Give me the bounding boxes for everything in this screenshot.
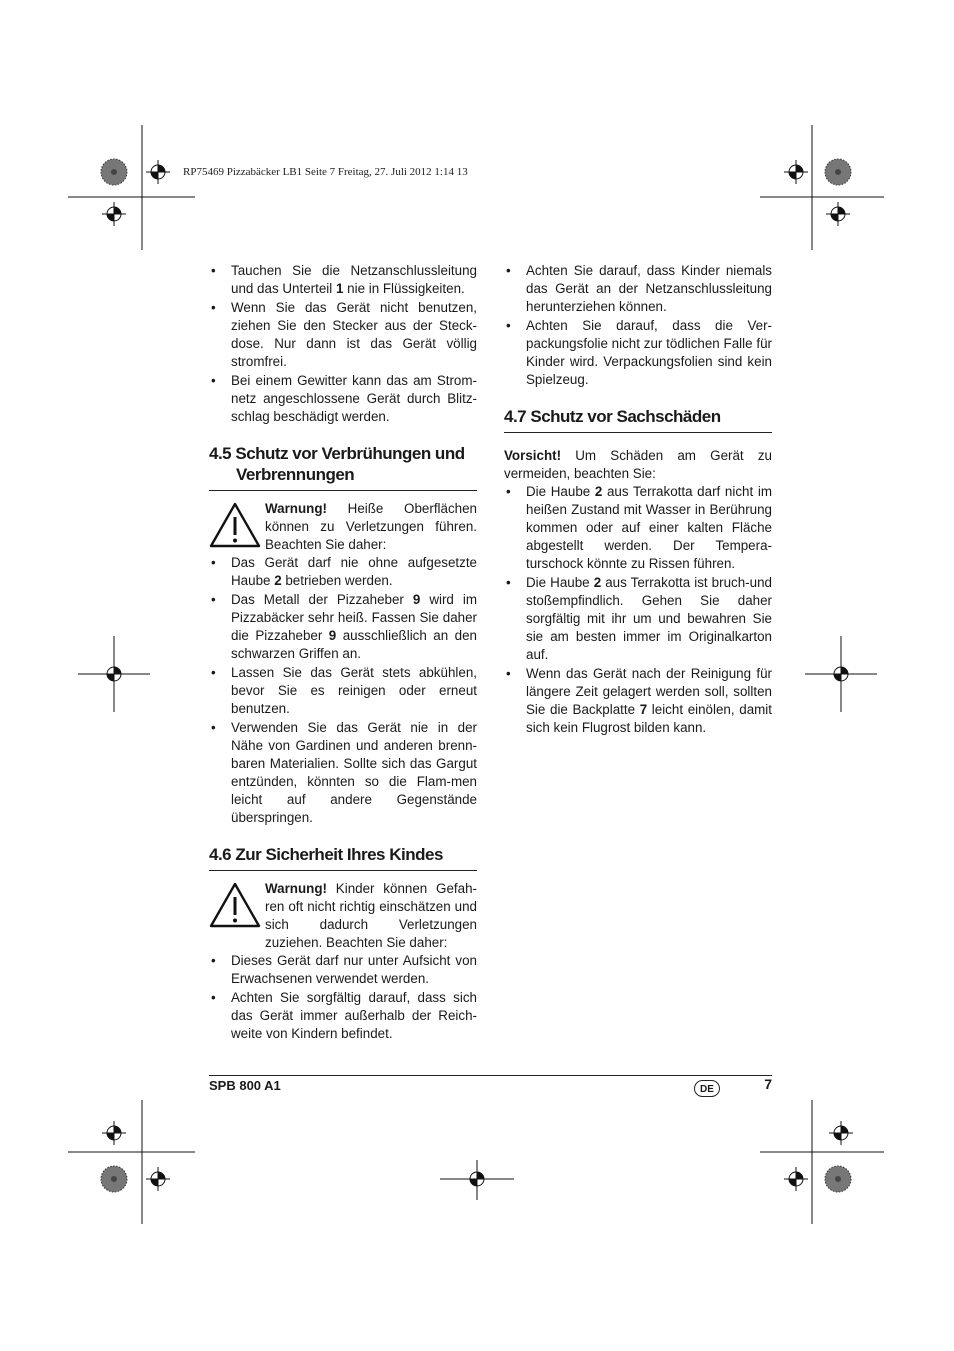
- warning-block-children: [209, 880, 477, 952]
- bullet-text: Das Metall der Pizzaheber: [231, 592, 413, 607]
- part-number: 1: [335, 281, 344, 296]
- part-number: 2: [593, 575, 602, 590]
- caution-note: [504, 447, 772, 483]
- page-number: 7: [764, 1076, 772, 1092]
- left-column: [209, 262, 477, 1044]
- footer-rule: [209, 1075, 772, 1076]
- bullet-text: Bei einem Gewitter kann das am Strom-netz angeschlossene Gerät durch Blitz-schlag beschädigt werden.: [231, 373, 477, 424]
- bullet-text: Wenn das Gerät nach der Reinigung für längere Zeit gelagert werden soll, sollten Sie die Backplatte: [526, 666, 772, 717]
- bullet-text: aus Terrakotta darf nicht im heißen Zustand mit Wasser in Berührung kommen oder auf einer kalten Fläche abgestellt werden. Der Tempera-turschock könnte zu Rissen führen.: [526, 484, 772, 571]
- bullet-text: nie in Flüssigkeiten.: [343, 281, 465, 296]
- part-number: 9: [412, 592, 421, 607]
- section-title-4-5-line1: 4.5 Schutz vor Verbrühungen und: [209, 444, 465, 463]
- intro-bullet-list-left: [209, 262, 477, 426]
- bullet-item: [209, 719, 477, 827]
- bullet-item: [209, 952, 477, 988]
- part-number: 2: [274, 573, 282, 588]
- warning-text-burns: [265, 500, 477, 554]
- bullet-item: [504, 665, 772, 737]
- bullet-text: wird im Pizzabäcker sehr heiß. Fassen Sie daher die Pizzaheber: [231, 592, 478, 643]
- bullet-text: leicht einölen, damit sich kein Flugrost bilden kann.: [526, 702, 772, 735]
- bullet-text: Das Gerät darf nie ohne aufgesetzte Haube: [231, 555, 477, 588]
- bullet-text: betrieben werden.: [281, 573, 393, 588]
- bullet-item: [209, 591, 477, 663]
- bullet-text: Verwenden Sie das Gerät nie in der Nähe von Gardinen und anderen brenn-baren Materialien. Sollte sich das Gargut entzünden, könnten so die Flam-men leicht auf andere Gegenstände überspringen.: [231, 720, 477, 825]
- bullet-item: [504, 483, 772, 573]
- caution-label: Vorsicht!: [504, 448, 562, 463]
- bullet-list-4-5: [209, 554, 477, 827]
- bullet-item: [209, 299, 477, 371]
- section-title-4-6: 4.6 Zur Sicherheit Ihres Kindes: [209, 844, 477, 871]
- bullet-list-4-7: [504, 483, 772, 737]
- bullet-text: Dieses Gerät darf nur unter Aufsicht von Erwachsenen verwendet werden.: [231, 953, 477, 986]
- warning-message: Heiße Oberflächen können zu Verletzungen führen. Beachten Sie daher:: [265, 501, 477, 552]
- bullet-item: [504, 317, 772, 389]
- part-number: 2: [594, 484, 603, 499]
- bullet-text: Achten Sie darauf, dass Kinder niemals das Gerät an der Netzanschlussleitung herunterziehen können.: [526, 263, 772, 314]
- section-title-4-7: 4.7 Schutz vor Sachschäden: [504, 406, 772, 433]
- part-number: 9: [328, 628, 337, 643]
- warning-triangle-icon: [209, 882, 261, 928]
- bullet-item: [209, 664, 477, 718]
- section-title-4-5: [209, 443, 477, 491]
- bullet-text: Wenn Sie das Gerät nicht benutzen, ziehen Sie den Stecker aus der Steck-dose. Nur dann ist das Gerät völlig stromfrei.: [231, 300, 477, 369]
- bullet-item: [504, 574, 772, 664]
- bullet-text: Tauchen Sie die Netzanschlussleitung und das Unterteil: [231, 263, 477, 296]
- warning-block-burns: [209, 500, 477, 554]
- warning-text-children: [265, 880, 477, 952]
- print-job-info: RP75469 Pizzabäcker LB1 Seite 7 Freitag, 27. Juli 2012 1:14 13: [183, 166, 468, 178]
- warning-label: Warnung!: [265, 881, 327, 896]
- bullet-text: Die Haube: [526, 575, 594, 590]
- warning-triangle-icon: [209, 502, 261, 548]
- caution-message: Um Schäden am Gerät zu vermeiden, beachten Sie:: [504, 448, 772, 481]
- bullet-item: [504, 262, 772, 316]
- bullet-text: aus Terrakotta ist bruch-und stoßempfindlich. Gehen Sie daher sorgfältig mit ihr um und bewahren Sie sie am besten immer im Originalkarton auf.: [526, 575, 772, 662]
- right-column: [504, 262, 772, 738]
- model-number: SPB 800 A1: [209, 1078, 281, 1093]
- bullet-item: [209, 554, 477, 590]
- warning-label: Warnung!: [265, 501, 327, 516]
- bullet-list-4-6: [209, 952, 477, 1043]
- warning-message: Kinder können Gefah-ren oft nicht richtig einschätzen und sich dadurch Verletzungen zuziehen. Beachten Sie daher:: [265, 881, 477, 950]
- intro-bullet-list-right: [504, 262, 772, 389]
- bullet-item: [209, 262, 477, 298]
- bullet-text: Achten Sie sorgfältig darauf, dass sich das Gerät immer außerhalb der Reich-weite von Kindern befindet.: [231, 990, 477, 1041]
- bullet-item: [209, 372, 477, 426]
- part-number: 7: [639, 702, 648, 717]
- bullet-text: Lassen Sie das Gerät stets abkühlen, bevor Sie es reinigen oder erneut benutzen.: [231, 665, 477, 716]
- bullet-text: Achten Sie darauf, dass die Ver-packungsfolie nicht zur tödlichen Falle für Kinder wird. Verpackungsfolien sind kein Spielzeug.: [526, 318, 772, 387]
- bullet-text: ausschließlich an den schwarzen Griffen an.: [231, 628, 477, 661]
- section-title-4-5-line2: Verbrennungen: [236, 465, 355, 484]
- language-badge: DE: [694, 1080, 720, 1097]
- bullet-item: [209, 989, 477, 1043]
- bullet-text: Die Haube: [526, 484, 595, 499]
